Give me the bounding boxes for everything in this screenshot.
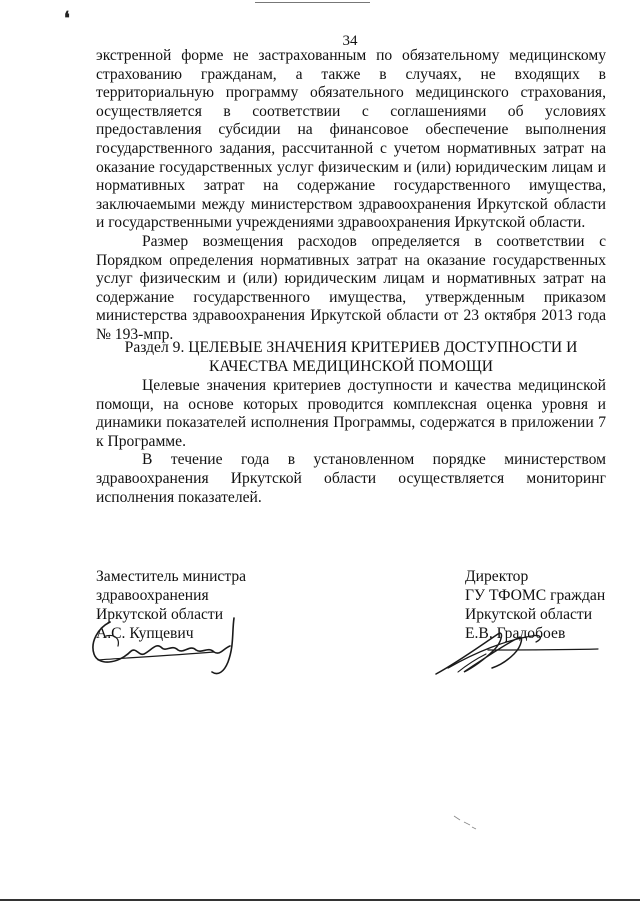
body-text-block-1 [96, 47, 606, 345]
top-divider [255, 2, 370, 3]
signatory-title: Иркутской области [465, 606, 593, 623]
handwritten-signature-left [84, 612, 264, 680]
signatory-title: Директор [465, 568, 529, 585]
body-text-block-2 [96, 377, 606, 507]
paragraph: Целевые значения критериев доступности и качества медицинской помощи, на основе которых проводится комплексная оценка уровня и динамики показателей исполнения Программы, содержатся в приложении 7 к Программе. [96, 377, 606, 450]
section-heading-line-1: Раздел 9. ЦЕЛЕВЫЕ ЗНАЧЕНИЯ КРИТЕРИЕВ ДОСТУПНОСТИ И [124, 339, 578, 356]
signatory-title: Иркутской области [96, 606, 224, 623]
page-number: 34 [342, 33, 358, 49]
paragraph: Размер возмещения расходов определяется в соответствии с Порядком определения нормативных затрат на оказание государственных услуг физическим и (или) юридическим лицам и нормативных затрат на содержание государственного имущества, утвержденным приказом министерства здравоохранения Иркутской области от 23 октября 2013 года № 193-мпр. [96, 232, 606, 343]
signatory-title: Заместитель министра [96, 568, 247, 585]
signatory-name: Е.В. Градобоев [465, 625, 566, 642]
section-heading [96, 339, 606, 376]
paragraph: В течение года в установленном порядке министерством здравоохранения Иркутской области осуществляется мониторинг исполнения показателей. [96, 451, 606, 506]
scan-speck [452, 812, 482, 832]
paragraph: экстренной форме не застрахованным по обязательному медицинскому страхованию гражданам, а также в случаях, не входящих в территориальную программу обязательного медицинского страхования, осуществляется в соответствии с соглашениями об условиях предоставления субсидии на финансовое обеспечение выполнения государственного задания, рассчитанной с учетом нормативных затрат на оказание государственных услуг физическим и (или) юридическим лицам и нормативных затрат на содержание государственного имущества, заключаемыми между министерством здравоохранения Иркутской области и государственными учреждениями здравоохранения Иркутской области. [96, 47, 606, 232]
scan-mark: ❛ [64, 8, 70, 28]
bottom-edge-line [0, 899, 640, 901]
signatory-name: А.С. Купцевич [96, 625, 194, 642]
handwritten-signature-right [428, 624, 608, 680]
section-heading-line-2: КАЧЕСТВА МЕДИЦИНСКОЙ ПОМОЩИ [208, 357, 493, 375]
signatory-title: ГУ ТФОМС граждан [465, 587, 606, 604]
signatory-title: здравоохранения [96, 587, 209, 604]
